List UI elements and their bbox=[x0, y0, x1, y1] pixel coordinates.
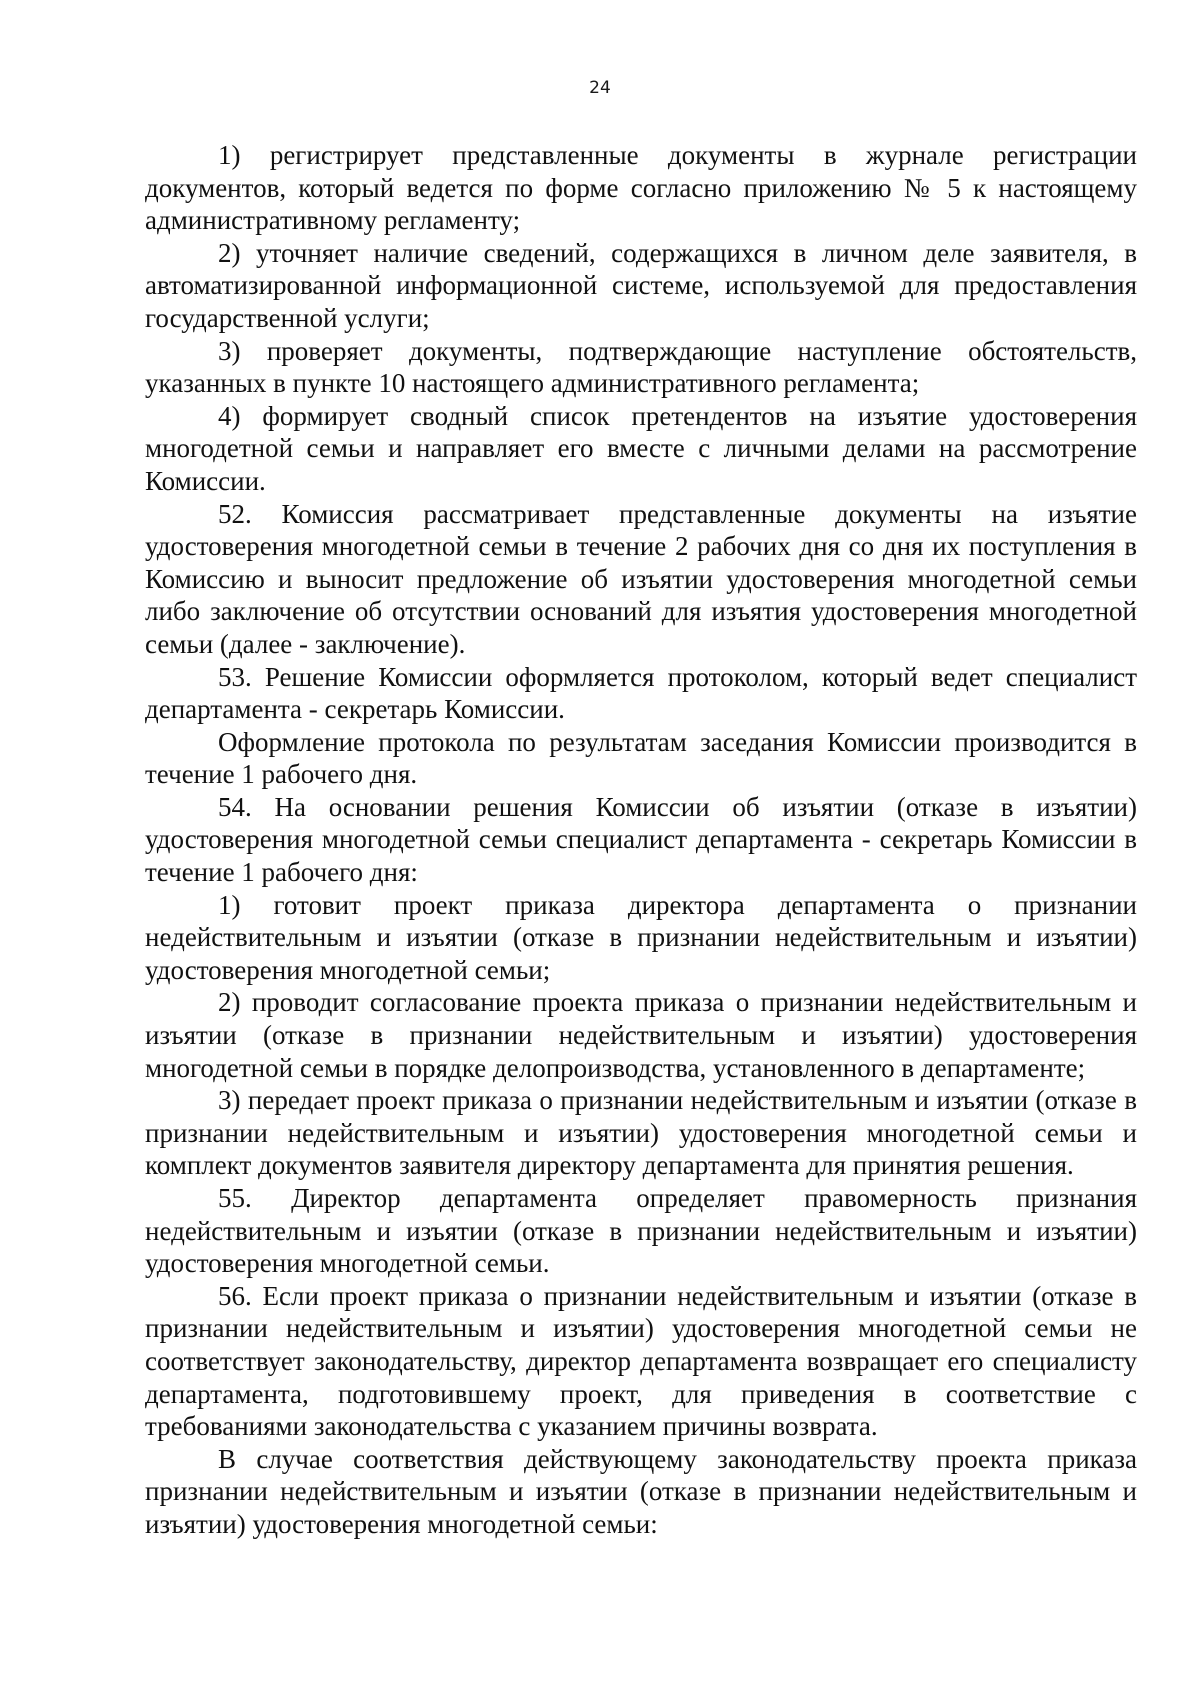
paragraph-clause-52: 52. Комиссия рассматривает представленные документы на изъятие удостоверения многодетной семьи в течение 2 рабочих дня со дня их поступления в Комиссию и выносит предложение об изъятии удостоверения многодетной семьи либо заключение об отсутствии оснований для изъятия удостоверения многодетной семьи (далее - заключение). bbox=[145, 498, 1137, 659]
paragraph-item-1-register-documents: 1) регистрирует представленные документы в журнале регистрации документов, который ведется по форме согласно приложению № 5 к настоящему административному регламенту; bbox=[145, 140, 1137, 236]
document-body bbox=[145, 139, 1137, 1541]
paragraph-item-3-check-documents: 3) проверяет документы, подтверждающие наступление обстоятельств, указанных в пункте 10 настоящего административного регламента; bbox=[145, 335, 1137, 399]
page-number: 24 bbox=[589, 78, 611, 98]
paragraph-clause-54: 54. На основании решения Комиссии об изъятии (отказе в изъятии) удостоверения многодетной семьи специалист департамента - секретарь Комиссии в течение 1 рабочего дня: bbox=[145, 791, 1137, 888]
paragraph-item-2-approve-draft: 2) проводит согласование проекта приказа о признании недействительным и изъятии (отказе в признании недействительным и изъятии) удостоверения многодетной семьи в порядке делопроизводства, установленного в департаменте; bbox=[145, 987, 1137, 1083]
paragraph-clause-53: 53. Решение Комиссии оформляется протоколом, который ведет специалист департамента - секретарь Комиссии. bbox=[145, 661, 1137, 725]
paragraph-item-2-verify-information: 2) уточняет наличие сведений, содержащихся в личном деле заявителя, в автоматизированной информационной системе, используемой для предоставления государственной услуги; bbox=[145, 237, 1137, 333]
paragraph-clause-55: 55. Директор департамента определяет правомерность признания недействительным и изъятии (отказе в признании недействительным и изъятии) удостоверения многодетной семьи. bbox=[145, 1183, 1137, 1279]
paragraph-clause-56: 56. Если проект приказа о признании недействительным и изъятии (отказе в признании недействительным и изъятии) удостоверения многодетной семьи не соответствует законодательству, директор департамента возвращает его специалисту департамента, подготовившему проект, для приведения в соответствие с требованиями законодательства с указанием причины возврата. bbox=[145, 1280, 1137, 1442]
paragraph-compliance-case: В случае соответствия действующему законодательству проекта приказа признании недействительным и изъятии (отказе в признании недействительным и изъятии) удостоверения многодетной семьи: bbox=[145, 1443, 1137, 1539]
paragraph-protocol-registration: Оформление протокола по результатам заседания Комиссии производится в течение 1 рабочего дня. bbox=[145, 726, 1137, 790]
paragraph-item-1-prepare-draft: 1) готовит проект приказа директора департамента о признании недействительным и изъятии (отказе в признании недействительным и изъятии) удостоверения многодетной семьи; bbox=[145, 889, 1137, 985]
paragraph-item-4-form-list: 4) формирует сводный список претендентов на изъятие удостоверения многодетной семьи и направляет его вместе с личными делами на рассмотрение Комиссии. bbox=[145, 400, 1137, 496]
paragraph-item-3-transfer-draft: 3) передает проект приказа о признании недействительным и изъятии (отказе в признании недействительным и изъятии) удостоверения многодетной семьи и комплект документов заявителя директору департамента для принятия решения. bbox=[145, 1085, 1137, 1181]
